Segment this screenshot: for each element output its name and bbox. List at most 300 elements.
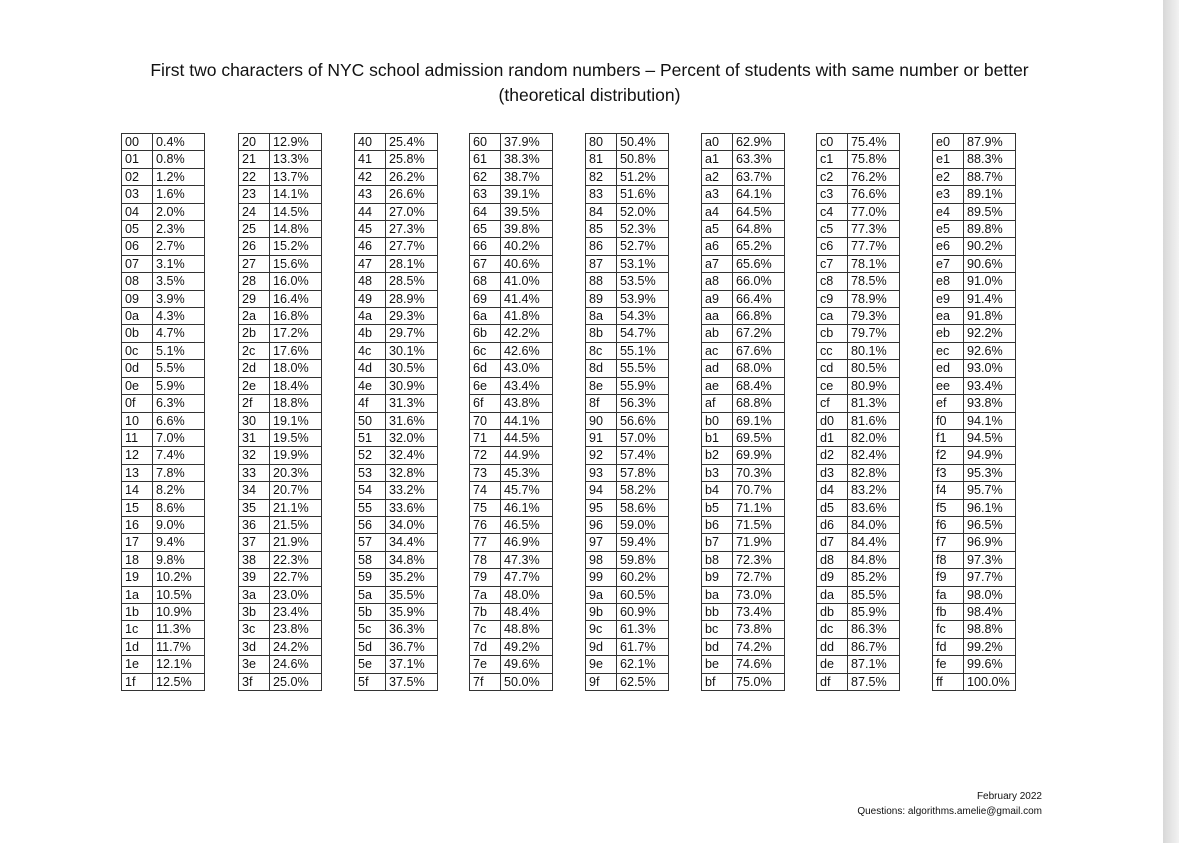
table-row: [239, 621, 322, 638]
hex-prefix-cell: 61: [470, 151, 501, 168]
percent-cell: 53.5%: [617, 273, 669, 290]
table-row: [470, 186, 553, 203]
hex-prefix-cell: d6: [817, 516, 848, 533]
hex-prefix-cell: 4e: [355, 377, 386, 394]
table-row: [470, 255, 553, 272]
table-row: [355, 290, 438, 307]
table-row: [817, 377, 900, 394]
percent-cell: 44.1%: [501, 412, 553, 429]
percent-cell: 7.8%: [153, 464, 205, 481]
percent-cell: 14.8%: [270, 221, 322, 238]
percent-cell: 32.8%: [386, 464, 438, 481]
hex-prefix-cell: 17: [122, 534, 153, 551]
table-row: [933, 273, 1016, 290]
hex-prefix-cell: 3b: [239, 603, 270, 620]
table-row: [702, 377, 785, 394]
hex-prefix-cell: 4c: [355, 342, 386, 359]
hex-prefix-cell: 3e: [239, 656, 270, 673]
table-row: [586, 447, 669, 464]
hex-prefix-cell: 74: [470, 482, 501, 499]
hex-prefix-cell: fb: [933, 603, 964, 620]
table-row: [470, 134, 553, 151]
hex-prefix-cell: 27: [239, 255, 270, 272]
table-row: [817, 151, 900, 168]
percent-cell: 7.0%: [153, 429, 205, 446]
percent-cell: 81.6%: [848, 412, 900, 429]
percent-cell: 66.8%: [733, 308, 785, 325]
table-row: [586, 168, 669, 185]
hex-prefix-cell: e9: [933, 290, 964, 307]
hex-prefix-cell: a6: [702, 238, 733, 255]
percent-cell: 78.5%: [848, 273, 900, 290]
hex-prefix-cell: c7: [817, 255, 848, 272]
hex-prefix-cell: af: [702, 395, 733, 412]
table-row: [355, 516, 438, 533]
percent-cell: 58.2%: [617, 482, 669, 499]
percent-cell: 6.3%: [153, 395, 205, 412]
hex-prefix-cell: a7: [702, 255, 733, 272]
percent-cell: 33.2%: [386, 482, 438, 499]
table-row: [933, 308, 1016, 325]
percent-cell: 37.9%: [501, 134, 553, 151]
table-row: [817, 586, 900, 603]
table-row: [470, 203, 553, 220]
hex-prefix-cell: 3f: [239, 673, 270, 690]
percent-cell: 80.9%: [848, 377, 900, 394]
percent-cell: 46.9%: [501, 534, 553, 551]
percent-cell: 98.8%: [964, 621, 1016, 638]
hex-prefix-cell: 6a: [470, 308, 501, 325]
table-row: [470, 412, 553, 429]
percent-cell: 35.5%: [386, 586, 438, 603]
hex-prefix-cell: 41: [355, 151, 386, 168]
percent-cell: 81.3%: [848, 395, 900, 412]
percent-cell: 91.4%: [964, 290, 1016, 307]
percent-cell: 5.1%: [153, 342, 205, 359]
hex-prefix-cell: 59: [355, 569, 386, 586]
hex-prefix-cell: e0: [933, 134, 964, 151]
hex-prefix-cell: 2c: [239, 342, 270, 359]
table-row: [122, 412, 205, 429]
table-row: [586, 464, 669, 481]
percent-cell: 50.4%: [617, 134, 669, 151]
hex-prefix-cell: c9: [817, 290, 848, 307]
hex-prefix-cell: 9b: [586, 603, 617, 620]
hex-prefix-cell: 92: [586, 447, 617, 464]
hex-prefix-cell: 1c: [122, 621, 153, 638]
table-row: [702, 586, 785, 603]
table-row: [122, 447, 205, 464]
hex-prefix-cell: 06: [122, 238, 153, 255]
table-row: [470, 342, 553, 359]
percent-cell: 82.0%: [848, 429, 900, 446]
table-row: [355, 551, 438, 568]
hex-prefix-cell: bb: [702, 603, 733, 620]
percent-cell: 64.8%: [733, 221, 785, 238]
table-row: [355, 238, 438, 255]
hex-prefix-cell: b4: [702, 482, 733, 499]
hex-prefix-cell: c0: [817, 134, 848, 151]
hex-prefix-cell: 44: [355, 203, 386, 220]
hex-prefix-cell: 10: [122, 412, 153, 429]
table-row: [239, 290, 322, 307]
hex-prefix-cell: ac: [702, 342, 733, 359]
percent-cell: 99.2%: [964, 638, 1016, 655]
percent-cell: 65.6%: [733, 255, 785, 272]
hex-prefix-cell: 36: [239, 516, 270, 533]
percent-cell: 97.3%: [964, 551, 1016, 568]
table-row: [239, 516, 322, 533]
percent-cell: 1.6%: [153, 186, 205, 203]
table-row: [122, 673, 205, 690]
table-row: [586, 290, 669, 307]
percent-cell: 9.0%: [153, 516, 205, 533]
hex-prefix-cell: 6e: [470, 377, 501, 394]
hex-prefix-cell: 85: [586, 221, 617, 238]
hex-prefix-cell: f8: [933, 551, 964, 568]
percent-cell: 66.0%: [733, 273, 785, 290]
table-row: [239, 255, 322, 272]
percent-cell: 34.4%: [386, 534, 438, 551]
hex-prefix-cell: 33: [239, 464, 270, 481]
percent-cell: 3.9%: [153, 290, 205, 307]
table-row: [933, 151, 1016, 168]
table-column-8: [932, 133, 1016, 691]
table-row: [933, 429, 1016, 446]
hex-prefix-cell: 07: [122, 255, 153, 272]
hex-prefix-cell: e6: [933, 238, 964, 255]
hex-prefix-cell: 69: [470, 290, 501, 307]
table-row: [817, 134, 900, 151]
hex-prefix-cell: cf: [817, 395, 848, 412]
percent-cell: 79.7%: [848, 325, 900, 342]
hex-prefix-cell: 0f: [122, 395, 153, 412]
table-row: [355, 447, 438, 464]
percent-cell: 39.1%: [501, 186, 553, 203]
hex-prefix-cell: 87: [586, 255, 617, 272]
table-row: [817, 308, 900, 325]
table-row: [355, 273, 438, 290]
percent-cell: 13.3%: [270, 151, 322, 168]
percent-cell: 88.7%: [964, 168, 1016, 185]
hex-prefix-cell: 0b: [122, 325, 153, 342]
hex-prefix-cell: fc: [933, 621, 964, 638]
percent-cell: 10.2%: [153, 569, 205, 586]
table-row: [470, 429, 553, 446]
percent-cell: 19.5%: [270, 429, 322, 446]
table-row: [239, 429, 322, 446]
hex-prefix-cell: 23: [239, 186, 270, 203]
hex-prefix-cell: 51: [355, 429, 386, 446]
table-row: [470, 656, 553, 673]
percent-cell: 73.4%: [733, 603, 785, 620]
percent-cell: 86.7%: [848, 638, 900, 655]
table-row: [586, 621, 669, 638]
percent-cell: 46.5%: [501, 516, 553, 533]
percent-cell: 53.9%: [617, 290, 669, 307]
percent-cell: 83.2%: [848, 482, 900, 499]
table-row: [817, 569, 900, 586]
hex-prefix-cell: b3: [702, 464, 733, 481]
table-row: [933, 551, 1016, 568]
table-row: [470, 360, 553, 377]
hex-prefix-cell: 8a: [586, 308, 617, 325]
hex-prefix-cell: d1: [817, 429, 848, 446]
table-row: [239, 342, 322, 359]
hex-prefix-cell: 86: [586, 238, 617, 255]
hex-prefix-cell: 1e: [122, 656, 153, 673]
table-row: [470, 238, 553, 255]
window-edge: [1163, 0, 1179, 843]
percent-cell: 12.9%: [270, 134, 322, 151]
hex-prefix-cell: 40: [355, 134, 386, 151]
table-row: [933, 569, 1016, 586]
hex-prefix-cell: 11: [122, 429, 153, 446]
table-row: [702, 638, 785, 655]
percent-cell: 44.9%: [501, 447, 553, 464]
table-row: [933, 673, 1016, 690]
hex-prefix-cell: 43: [355, 186, 386, 203]
percent-cell: 22.7%: [270, 569, 322, 586]
percent-cell: 41.0%: [501, 273, 553, 290]
hex-prefix-cell: d0: [817, 412, 848, 429]
percent-cell: 76.6%: [848, 186, 900, 203]
table-row: [586, 342, 669, 359]
percent-cell: 27.0%: [386, 203, 438, 220]
table-row: [702, 221, 785, 238]
hex-prefix-cell: 57: [355, 534, 386, 551]
table-row: [355, 673, 438, 690]
table-row: [355, 621, 438, 638]
percent-cell: 8.6%: [153, 499, 205, 516]
percent-cell: 67.6%: [733, 342, 785, 359]
percent-cell: 96.1%: [964, 499, 1016, 516]
table-row: [817, 221, 900, 238]
hex-prefix-cell: 97: [586, 534, 617, 551]
percent-cell: 37.1%: [386, 656, 438, 673]
percent-cell: 14.1%: [270, 186, 322, 203]
hex-prefix-cell: e2: [933, 168, 964, 185]
hex-prefix-cell: 0d: [122, 360, 153, 377]
table-row: [933, 134, 1016, 151]
hex-prefix-cell: cc: [817, 342, 848, 359]
table-row: [122, 377, 205, 394]
hex-prefix-cell: 9d: [586, 638, 617, 655]
percent-cell: 2.3%: [153, 221, 205, 238]
hex-prefix-cell: 5b: [355, 603, 386, 620]
percent-cell: 42.6%: [501, 342, 553, 359]
table-row: [702, 429, 785, 446]
table-row: [586, 308, 669, 325]
hex-prefix-cell: 60: [470, 134, 501, 151]
percent-cell: 80.1%: [848, 342, 900, 359]
hex-prefix-cell: 4d: [355, 360, 386, 377]
percent-cell: 55.5%: [617, 360, 669, 377]
table-row: [702, 325, 785, 342]
hex-prefix-cell: 01: [122, 151, 153, 168]
hex-prefix-cell: 6d: [470, 360, 501, 377]
hex-prefix-cell: c3: [817, 186, 848, 203]
table-row: [122, 203, 205, 220]
hex-prefix-cell: 20: [239, 134, 270, 151]
table-row: [933, 447, 1016, 464]
percent-cell: 35.2%: [386, 569, 438, 586]
percent-cell: 63.3%: [733, 151, 785, 168]
hex-prefix-cell: d2: [817, 447, 848, 464]
table-row: [122, 290, 205, 307]
hex-prefix-cell: d3: [817, 464, 848, 481]
table-row: [122, 395, 205, 412]
hex-prefix-cell: 2a: [239, 308, 270, 325]
percent-cell: 99.6%: [964, 656, 1016, 673]
hex-prefix-cell: f4: [933, 482, 964, 499]
table-row: [702, 203, 785, 220]
percent-cell: 73.8%: [733, 621, 785, 638]
table-row: [122, 603, 205, 620]
table-row: [817, 499, 900, 516]
hex-prefix-cell: a5: [702, 221, 733, 238]
title-line-1: First two characters of NYC school admission random numbers – Percent of students with same number or better: [150, 60, 1029, 80]
hex-prefix-cell: 0a: [122, 308, 153, 325]
percent-cell: 93.8%: [964, 395, 1016, 412]
percent-cell: 31.3%: [386, 395, 438, 412]
percent-cell: 69.1%: [733, 412, 785, 429]
percent-cell: 52.0%: [617, 203, 669, 220]
percent-cell: 21.5%: [270, 516, 322, 533]
percent-cell: 39.5%: [501, 203, 553, 220]
percent-cell: 56.3%: [617, 395, 669, 412]
table-row: [122, 255, 205, 272]
percent-cell: 91.0%: [964, 273, 1016, 290]
table-row: [239, 238, 322, 255]
table-row: [470, 621, 553, 638]
hex-prefix-cell: 84: [586, 203, 617, 220]
percent-cell: 71.5%: [733, 516, 785, 533]
hex-prefix-cell: 83: [586, 186, 617, 203]
percent-cell: 68.8%: [733, 395, 785, 412]
percent-cell: 30.5%: [386, 360, 438, 377]
table-row: [239, 464, 322, 481]
percent-cell: 75.4%: [848, 134, 900, 151]
hex-prefix-cell: 24: [239, 203, 270, 220]
table-row: [817, 656, 900, 673]
percent-cell: 93.4%: [964, 377, 1016, 394]
percent-cell: 64.1%: [733, 186, 785, 203]
hex-prefix-cell: cd: [817, 360, 848, 377]
hex-prefix-cell: 16: [122, 516, 153, 533]
percent-cell: 59.4%: [617, 534, 669, 551]
hex-prefix-cell: 4b: [355, 325, 386, 342]
hex-prefix-cell: 9f: [586, 673, 617, 690]
table-row: [817, 395, 900, 412]
table-row: [933, 203, 1016, 220]
table-row: [470, 516, 553, 533]
document-title: [0, 58, 1179, 108]
table-row: [817, 203, 900, 220]
hex-prefix-cell: 5e: [355, 656, 386, 673]
table-row: [470, 168, 553, 185]
hex-prefix-cell: 56: [355, 516, 386, 533]
hex-prefix-cell: 99: [586, 569, 617, 586]
table-row: [355, 168, 438, 185]
table-row: [122, 499, 205, 516]
table-row: [933, 290, 1016, 307]
hex-prefix-cell: 47: [355, 255, 386, 272]
hex-prefix-cell: f1: [933, 429, 964, 446]
hex-prefix-cell: aa: [702, 308, 733, 325]
percent-cell: 32.4%: [386, 447, 438, 464]
hex-prefix-cell: e4: [933, 203, 964, 220]
table-row: [817, 482, 900, 499]
table-row: [239, 360, 322, 377]
hex-prefix-cell: 3a: [239, 586, 270, 603]
hex-prefix-cell: de: [817, 656, 848, 673]
percent-cell: 18.8%: [270, 395, 322, 412]
percent-cell: 84.8%: [848, 551, 900, 568]
hex-prefix-cell: db: [817, 603, 848, 620]
percent-cell: 17.2%: [270, 325, 322, 342]
hex-prefix-cell: 2d: [239, 360, 270, 377]
percent-cell: 18.0%: [270, 360, 322, 377]
table-row: [586, 395, 669, 412]
percent-cell: 23.4%: [270, 603, 322, 620]
percent-cell: 61.7%: [617, 638, 669, 655]
percent-cell: 89.5%: [964, 203, 1016, 220]
hex-prefix-cell: 8e: [586, 377, 617, 394]
table-row: [817, 551, 900, 568]
percent-cell: 40.6%: [501, 255, 553, 272]
percent-cell: 34.0%: [386, 516, 438, 533]
table-row: [470, 308, 553, 325]
table-row: [586, 360, 669, 377]
hex-prefix-cell: 5d: [355, 638, 386, 655]
hex-prefix-cell: 82: [586, 168, 617, 185]
hex-prefix-cell: 49: [355, 290, 386, 307]
hex-prefix-cell: 8f: [586, 395, 617, 412]
hex-prefix-cell: d8: [817, 551, 848, 568]
table-row: [586, 603, 669, 620]
table-row: [355, 656, 438, 673]
hex-prefix-cell: 71: [470, 429, 501, 446]
percent-cell: 62.5%: [617, 673, 669, 690]
hex-prefix-cell: ff: [933, 673, 964, 690]
percent-cell: 96.5%: [964, 516, 1016, 533]
hex-prefix-cell: 66: [470, 238, 501, 255]
percent-cell: 94.5%: [964, 429, 1016, 446]
percent-cell: 36.3%: [386, 621, 438, 638]
table-row: [933, 621, 1016, 638]
table-row: [702, 412, 785, 429]
percent-cell: 19.1%: [270, 412, 322, 429]
table-row: [702, 360, 785, 377]
percent-cell: 32.0%: [386, 429, 438, 446]
table-row: [702, 603, 785, 620]
table-row: [586, 429, 669, 446]
percent-cell: 89.1%: [964, 186, 1016, 203]
table-row: [933, 395, 1016, 412]
table-row: [239, 395, 322, 412]
hex-prefix-cell: ae: [702, 377, 733, 394]
percent-cell: 49.2%: [501, 638, 553, 655]
percent-cell: 83.6%: [848, 499, 900, 516]
hex-prefix-cell: e8: [933, 273, 964, 290]
percent-cell: 16.0%: [270, 273, 322, 290]
hex-prefix-cell: f0: [933, 412, 964, 429]
table-row: [702, 255, 785, 272]
table-row: [586, 238, 669, 255]
hex-prefix-cell: 8c: [586, 342, 617, 359]
percent-cell: 55.9%: [617, 377, 669, 394]
